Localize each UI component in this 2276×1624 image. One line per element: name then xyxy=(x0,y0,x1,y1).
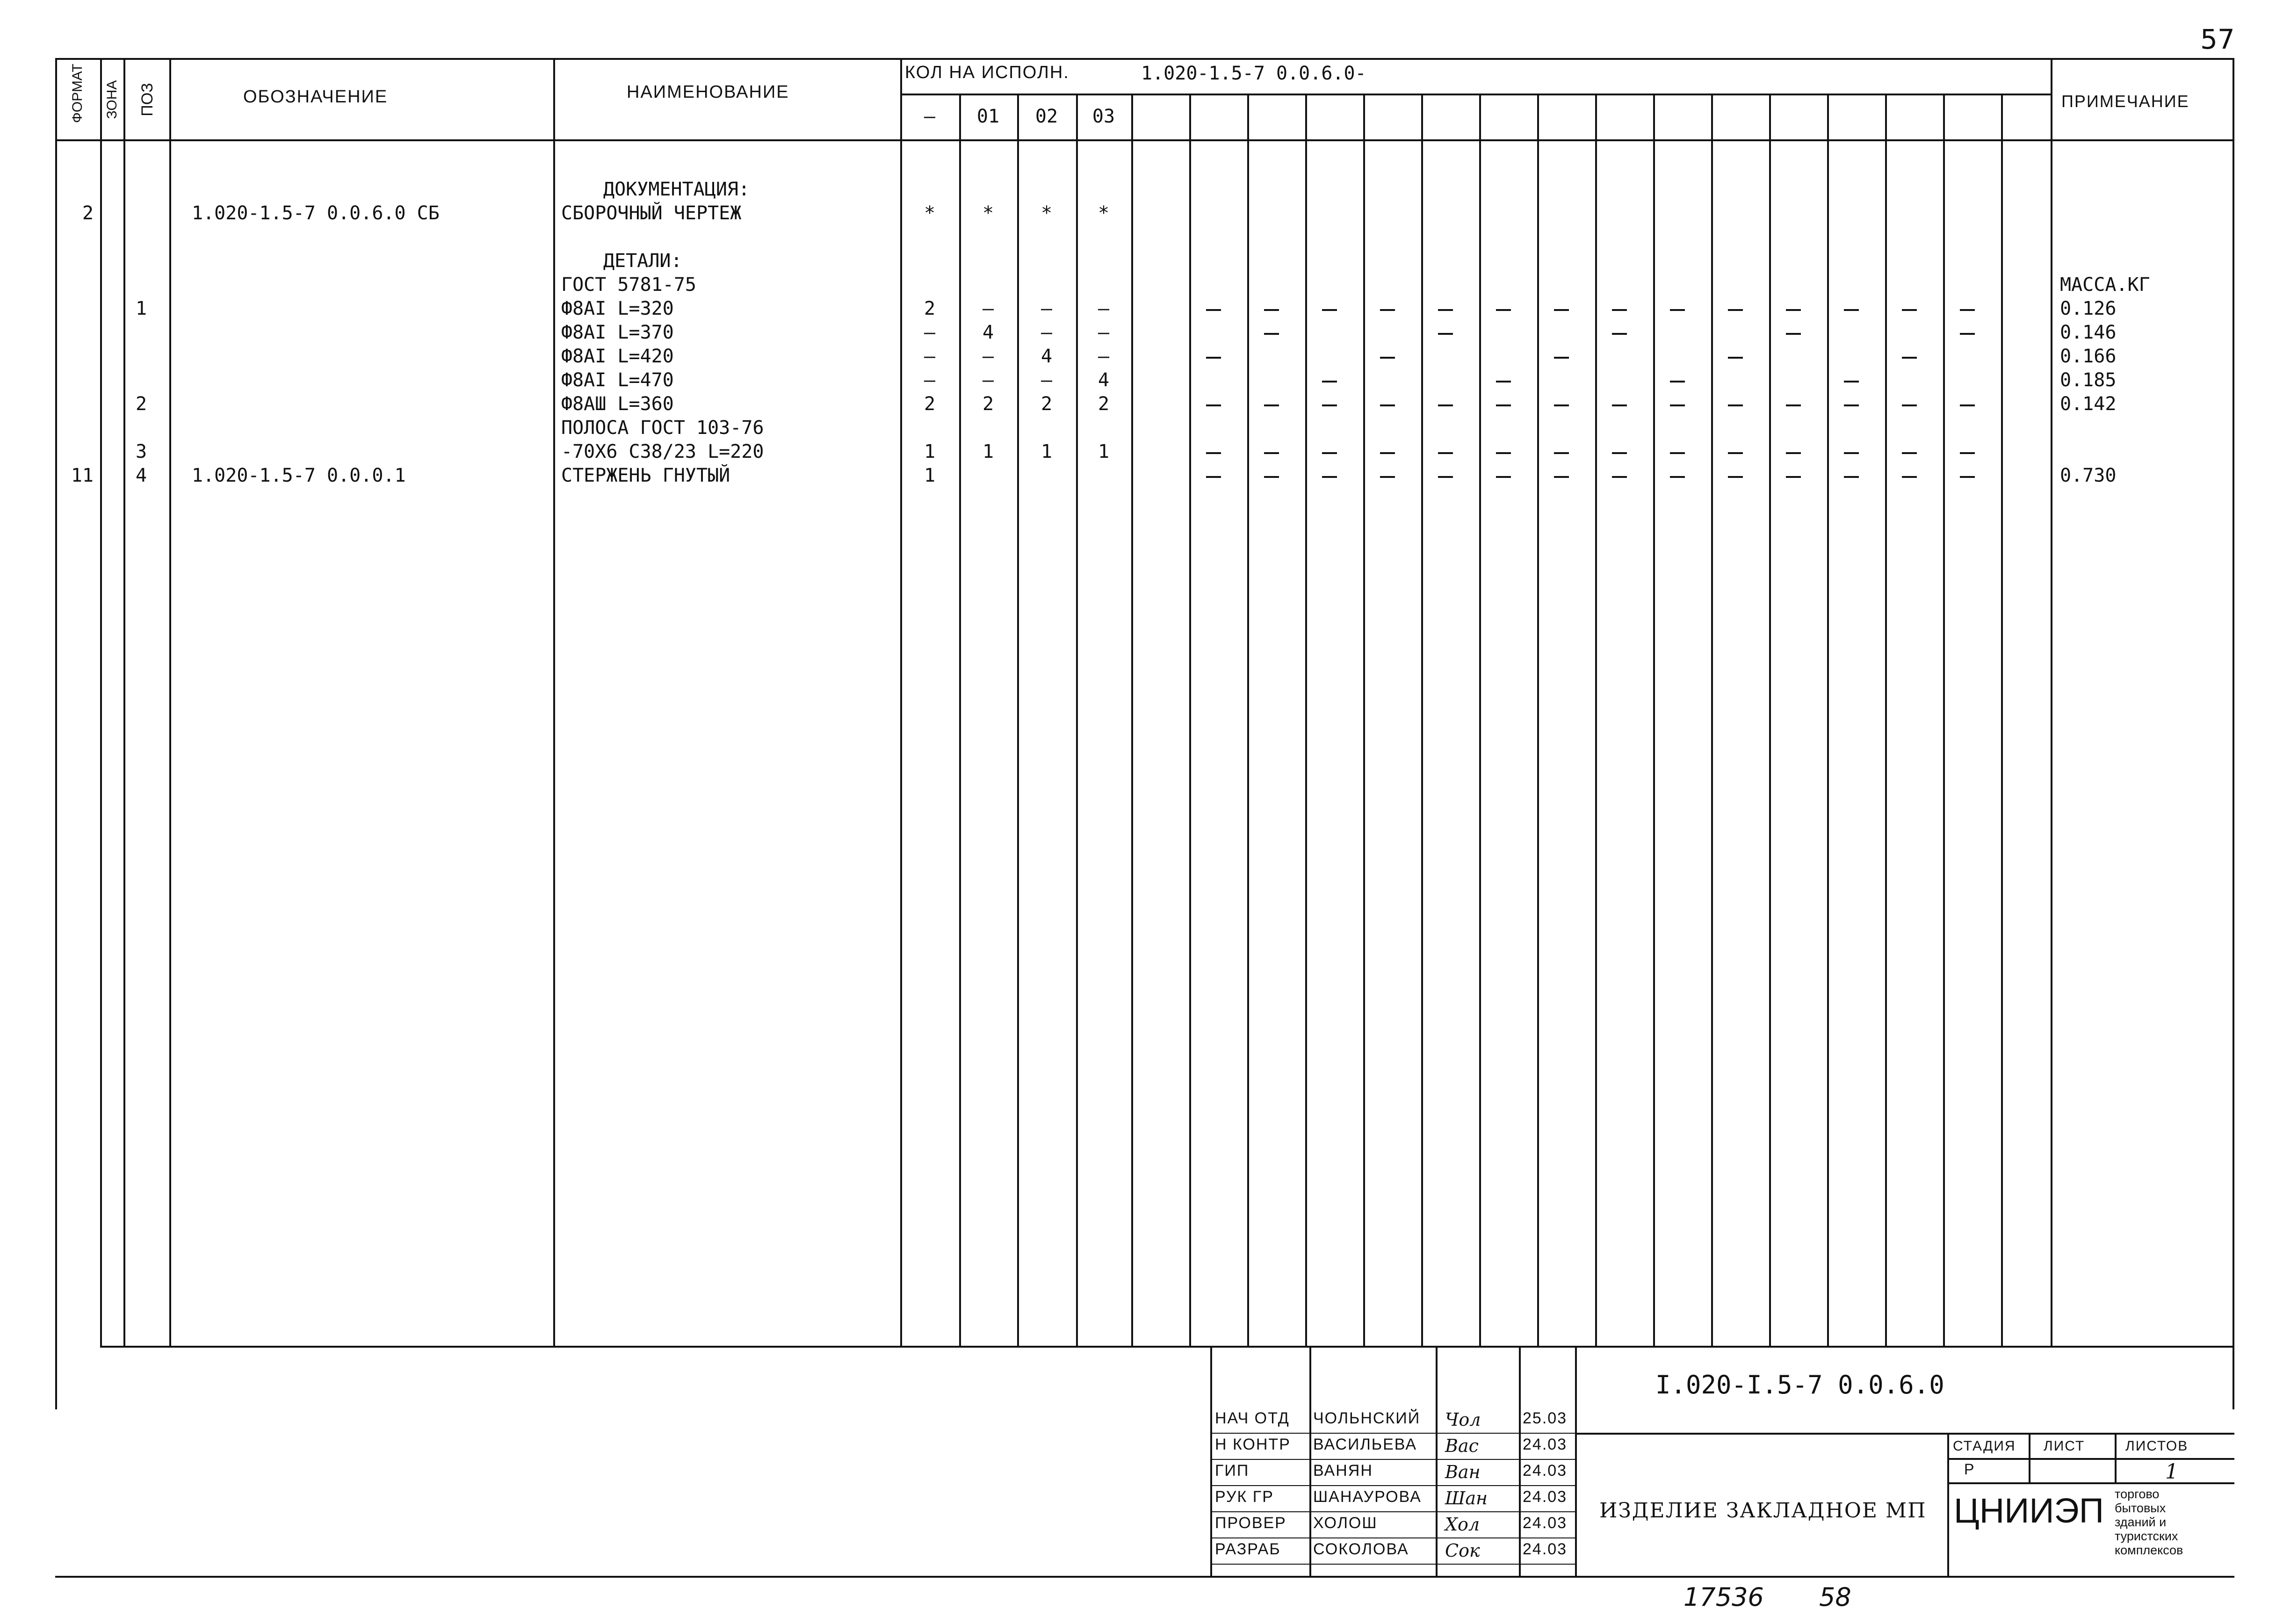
qty-empty-dash xyxy=(1960,452,1975,454)
qty-empty-dash xyxy=(1554,357,1569,359)
col-designation-divider xyxy=(553,58,555,1348)
variant-header: – xyxy=(924,106,936,127)
qty-empty-dash xyxy=(1728,357,1743,359)
qty-subheader-line xyxy=(900,94,2052,95)
row-qty: 2 xyxy=(1098,393,1110,415)
sig-role: ГИП xyxy=(1215,1462,1250,1480)
qty-col-divider xyxy=(1189,94,1191,1348)
row-format: 2 xyxy=(82,202,94,224)
row-qty: 1 xyxy=(1040,441,1053,462)
row-qty: – xyxy=(924,369,936,391)
qty-empty-dash xyxy=(1554,309,1569,311)
row-designation: 1.020-1.5-7 0.0.6.0 СБ xyxy=(192,202,440,224)
qty-col-divider xyxy=(1653,94,1655,1348)
qty-empty-dash xyxy=(1554,452,1569,454)
row-qty: 4 xyxy=(1040,346,1053,367)
row-qty: 4 xyxy=(1098,369,1110,391)
org-desc-line: бытовых xyxy=(2115,1501,2166,1515)
sig-role: РУК ГР xyxy=(1215,1488,1274,1506)
qty-empty-dash xyxy=(1670,476,1685,478)
sig-role: НАЧ ОТД xyxy=(1215,1409,1290,1427)
row-note: 0.730 xyxy=(2060,465,2117,486)
row-qty: 1 xyxy=(982,441,994,462)
qty-empty-dash xyxy=(1496,309,1511,311)
row-note: 0.126 xyxy=(2060,298,2117,319)
row-name: -70Х6 С38/23 L=220 xyxy=(561,441,764,462)
qty-empty-dash xyxy=(1844,404,1859,406)
qty-empty-dash xyxy=(1902,452,1917,454)
qty-col-divider xyxy=(1247,94,1249,1348)
qty-col-divider xyxy=(1711,94,1713,1348)
frame-top xyxy=(55,58,2234,60)
row-qty: – xyxy=(1098,298,1110,319)
tb-stage-value: Р xyxy=(1964,1461,1975,1478)
row-qty: – xyxy=(1098,322,1110,343)
qty-empty-dash xyxy=(1670,309,1685,311)
sig-role: РАЗРАБ xyxy=(1215,1540,1281,1558)
qty-empty-dash xyxy=(1844,309,1859,311)
qty-empty-dash xyxy=(1612,309,1627,311)
sig-person: ХОЛОШ xyxy=(1313,1514,1378,1532)
frame-bottom xyxy=(55,1576,2234,1578)
row-name: ГОСТ 5781-75 xyxy=(561,274,696,296)
sig-row-line xyxy=(1210,1537,1575,1538)
col-format-divider xyxy=(100,58,102,1348)
sig-role: ПРОВЕР xyxy=(1215,1514,1286,1532)
row-pos: 2 xyxy=(136,393,147,415)
row-name: Ф8АШ L=360 xyxy=(561,393,674,415)
tb-org-description xyxy=(2115,1487,2183,1557)
qty-empty-dash xyxy=(1206,404,1221,406)
sig-row-line xyxy=(1210,1564,1575,1565)
row-qty: – xyxy=(1040,322,1053,343)
tb-col-sign xyxy=(1436,1348,1438,1577)
qty-empty-dash xyxy=(1206,309,1221,311)
qty-empty-dash xyxy=(1728,309,1743,311)
qty-empty-dash xyxy=(1206,452,1221,454)
col-name-divider xyxy=(900,58,902,1348)
row-name: СТЕРЖЕНЬ ГНУТЫЙ xyxy=(561,465,730,486)
row-qty: * xyxy=(982,202,994,224)
qty-col-divider xyxy=(1769,94,1771,1348)
qty-col-divider xyxy=(1537,94,1539,1348)
qty-empty-dash xyxy=(1264,404,1279,406)
row-qty: 2 xyxy=(924,393,936,415)
qty-empty-dash xyxy=(1612,404,1627,406)
row-pos: 3 xyxy=(136,441,147,462)
qty-empty-dash xyxy=(1438,333,1453,335)
sig-person: ШАНАУРОВА xyxy=(1313,1488,1422,1506)
qty-empty-dash xyxy=(1322,476,1337,478)
row-name: Ф8АI L=320 xyxy=(561,298,674,319)
row-qty: – xyxy=(1098,346,1110,367)
tb-main-split xyxy=(1575,1433,2234,1435)
qty-empty-dash xyxy=(1960,309,1975,311)
footer-inventory: 17536 xyxy=(1684,1582,1764,1612)
qty-col-divider xyxy=(1017,94,1019,1348)
row-note: МАССА.КГ xyxy=(2060,274,2150,296)
row-qty: 1 xyxy=(1098,441,1110,462)
qty-empty-dash xyxy=(1264,452,1279,454)
qty-empty-dash xyxy=(1496,404,1511,406)
qty-empty-dash xyxy=(1902,404,1917,406)
sig-row-line xyxy=(1210,1485,1575,1486)
header-note: ПРИМЕЧАНИЕ xyxy=(2061,92,2189,111)
sig-sign: Чол xyxy=(1445,1409,1481,1430)
sig-row-line xyxy=(1210,1511,1575,1512)
qty-col-divider xyxy=(959,94,961,1348)
variant-header: 01 xyxy=(976,106,1000,127)
row-qty: * xyxy=(1098,202,1110,224)
qty-empty-dash xyxy=(1322,452,1337,454)
row-qty: 2 xyxy=(924,298,936,319)
row-designation: 1.020-1.5-7 0.0.0.1 xyxy=(192,465,406,486)
qty-col-divider xyxy=(1943,94,1945,1348)
qty-empty-dash xyxy=(1612,476,1627,478)
qty-empty-dash xyxy=(1264,476,1279,478)
sig-role: Н КОНТР xyxy=(1215,1436,1291,1453)
qty-col-divider xyxy=(1885,94,1887,1348)
qty-col-divider xyxy=(1421,94,1423,1348)
row-note: 0.142 xyxy=(2060,393,2117,415)
tb-col-person xyxy=(1309,1348,1311,1577)
header-zone: ЗОНА xyxy=(104,80,120,119)
org-desc-line: комплексов xyxy=(2115,1543,2183,1557)
header-format: ФОРМАТ xyxy=(70,64,85,123)
frame-left xyxy=(55,58,57,1409)
qty-col-divider xyxy=(1363,94,1365,1348)
col-zone-divider xyxy=(123,58,125,1348)
tb-sheets-value: 1 xyxy=(2165,1460,2178,1484)
header-qty-title: КОЛ НА ИСПОЛН. xyxy=(905,63,1069,82)
row-name: Ф8АI L=370 xyxy=(561,322,674,343)
sig-sign: Сок xyxy=(1445,1540,1480,1561)
row-qty: 1 xyxy=(924,465,936,486)
qty-col-divider xyxy=(2001,94,2003,1348)
header-pos: ПОЗ xyxy=(138,83,156,116)
row-format: 11 xyxy=(71,465,94,486)
org-desc-line: туристских xyxy=(2115,1529,2178,1543)
sig-person: СОКОЛОВА xyxy=(1313,1540,1409,1558)
qty-empty-dash xyxy=(1496,476,1511,478)
row-qty: – xyxy=(982,346,994,367)
header-name: НАИМЕНОВАНИЕ xyxy=(627,82,789,102)
qty-empty-dash xyxy=(1728,476,1743,478)
row-name: СБОРОЧНЫЙ ЧЕРТЕЖ xyxy=(561,202,742,224)
tb-stage-header-line xyxy=(1947,1458,2234,1460)
row-qty: – xyxy=(982,298,994,319)
row-note: 0.185 xyxy=(2060,369,2117,391)
header-qty-code: 1.020-1.5-7 0.0.6.0- xyxy=(1141,63,1366,84)
row-qty: * xyxy=(924,202,936,224)
variant-header: 02 xyxy=(1035,106,1058,127)
qty-col-divider xyxy=(1131,94,1133,1348)
tb-left xyxy=(1210,1348,1212,1577)
qty-empty-dash xyxy=(1786,452,1801,454)
qty-empty-dash xyxy=(1438,309,1453,311)
qty-empty-dash xyxy=(1322,381,1337,383)
header-bottom-line xyxy=(55,139,2234,141)
tb-stage-header: СТАДИЯ xyxy=(1953,1438,2016,1454)
qty-empty-dash xyxy=(1380,452,1395,454)
qty-empty-dash xyxy=(1902,309,1917,311)
sig-person: ВАСИЛЬЕВА xyxy=(1313,1436,1417,1453)
qty-empty-dash xyxy=(1206,357,1221,359)
qty-empty-dash xyxy=(1960,404,1975,406)
tb-org: ЦНИИЭП xyxy=(1954,1491,2104,1530)
qty-empty-dash xyxy=(1438,476,1453,478)
row-qty: * xyxy=(1040,202,1053,224)
row-qty: – xyxy=(1040,298,1053,319)
tb-product-name: ИЗДЕЛИЕ ЗАКЛАДНОЕ МП xyxy=(1599,1499,1927,1523)
row-qty: – xyxy=(924,346,936,367)
frame-right xyxy=(2233,58,2234,1409)
sig-date: 24.03 xyxy=(1523,1436,1568,1453)
qty-empty-dash xyxy=(1380,476,1395,478)
row-qty: – xyxy=(924,322,936,343)
tb-sheet-header: ЛИСТ xyxy=(2044,1438,2085,1454)
header-designation: ОБОЗНАЧЕНИЕ xyxy=(243,87,388,107)
qty-empty-dash xyxy=(1612,452,1627,454)
qty-empty-dash xyxy=(1264,333,1279,335)
qty-empty-dash xyxy=(1438,404,1453,406)
tb-stage-left xyxy=(1947,1433,1949,1577)
page-number: 57 xyxy=(2200,23,2235,55)
qty-empty-dash xyxy=(1786,309,1801,311)
sig-date: 24.03 xyxy=(1523,1514,1568,1532)
row-qty: – xyxy=(982,369,994,391)
qty-col-divider xyxy=(1305,94,1307,1348)
qty-empty-dash xyxy=(1786,404,1801,406)
qty-empty-dash xyxy=(1380,357,1395,359)
tb-stage-value-line xyxy=(1947,1482,2234,1484)
qty-empty-dash xyxy=(1786,333,1801,335)
sig-date: 24.03 xyxy=(1523,1462,1568,1480)
qty-empty-dash xyxy=(1554,476,1569,478)
sig-row-line xyxy=(1210,1433,1575,1434)
qty-empty-dash xyxy=(1438,452,1453,454)
row-name: ПОЛОСА ГОСТ 103-76 xyxy=(561,417,764,439)
row-pos: 4 xyxy=(136,465,147,486)
qty-empty-dash xyxy=(1264,309,1279,311)
col-pos-divider xyxy=(169,58,171,1348)
qty-empty-dash xyxy=(1670,452,1685,454)
row-qty: 1 xyxy=(924,441,936,462)
sig-row-line xyxy=(1210,1459,1575,1460)
qty-col-divider xyxy=(1827,94,1829,1348)
sig-sign: Хол xyxy=(1445,1514,1480,1535)
qty-empty-dash xyxy=(1728,404,1743,406)
qty-empty-dash xyxy=(1902,357,1917,359)
qty-empty-dash xyxy=(1902,476,1917,478)
row-note: 0.166 xyxy=(2060,346,2117,367)
org-desc-line: торгово xyxy=(2115,1487,2160,1501)
qty-empty-dash xyxy=(1844,381,1859,383)
sig-date: 24.03 xyxy=(1523,1540,1568,1558)
qty-empty-dash xyxy=(1206,476,1221,478)
org-desc-line: зданий и xyxy=(2115,1515,2167,1529)
qty-empty-dash xyxy=(1728,452,1743,454)
row-qty: 4 xyxy=(982,322,994,343)
variant-header: 03 xyxy=(1092,106,1115,127)
qty-empty-dash xyxy=(1380,309,1395,311)
tb-doc-code: I.020-I.5-7 0.0.6.0 xyxy=(1655,1370,1944,1400)
tb-col-main xyxy=(1575,1348,1577,1577)
qty-empty-dash xyxy=(1960,476,1975,478)
row-name: ДОКУМЕНТАЦИЯ: xyxy=(603,179,750,200)
row-name: Ф8АI L=470 xyxy=(561,369,674,391)
sig-person: ЧОЛЬНСКИЙ xyxy=(1313,1409,1421,1427)
row-note: 0.146 xyxy=(2060,322,2117,343)
col-note-divider xyxy=(2051,58,2052,1348)
qty-empty-dash xyxy=(1496,452,1511,454)
sig-sign: Ван xyxy=(1445,1462,1481,1482)
qty-empty-dash xyxy=(1670,381,1685,383)
qty-empty-dash xyxy=(1380,404,1395,406)
qty-col-divider xyxy=(1595,94,1597,1348)
row-pos: 1 xyxy=(136,298,147,319)
row-name: ДЕТАЛИ: xyxy=(603,250,682,272)
footer-number: 58 xyxy=(1819,1582,1851,1612)
sig-date: 24.03 xyxy=(1523,1488,1568,1506)
sig-person: ВАНЯН xyxy=(1313,1462,1373,1480)
qty-col-divider xyxy=(1479,94,1481,1348)
qty-empty-dash xyxy=(1554,404,1569,406)
table-bottom-line xyxy=(102,1346,2234,1348)
tb-sheets-header: ЛИСТОВ xyxy=(2125,1438,2189,1454)
qty-empty-dash xyxy=(1670,404,1685,406)
qty-empty-dash xyxy=(1844,452,1859,454)
qty-empty-dash xyxy=(1786,476,1801,478)
sig-sign: Шан xyxy=(1445,1488,1488,1509)
qty-empty-dash xyxy=(1960,333,1975,335)
sig-sign: Вас xyxy=(1445,1436,1479,1456)
qty-empty-dash xyxy=(1322,309,1337,311)
qty-empty-dash xyxy=(1844,476,1859,478)
qty-col-divider xyxy=(1076,94,1078,1348)
tb-col-date xyxy=(1519,1348,1521,1577)
qty-empty-dash xyxy=(1496,381,1511,383)
qty-empty-dash xyxy=(1322,404,1337,406)
row-name: Ф8АI L=420 xyxy=(561,346,674,367)
row-qty: – xyxy=(1040,369,1053,391)
row-qty: 2 xyxy=(982,393,994,415)
qty-empty-dash xyxy=(1612,333,1627,335)
sig-date: 25.03 xyxy=(1523,1409,1568,1427)
row-qty: 2 xyxy=(1040,393,1053,415)
